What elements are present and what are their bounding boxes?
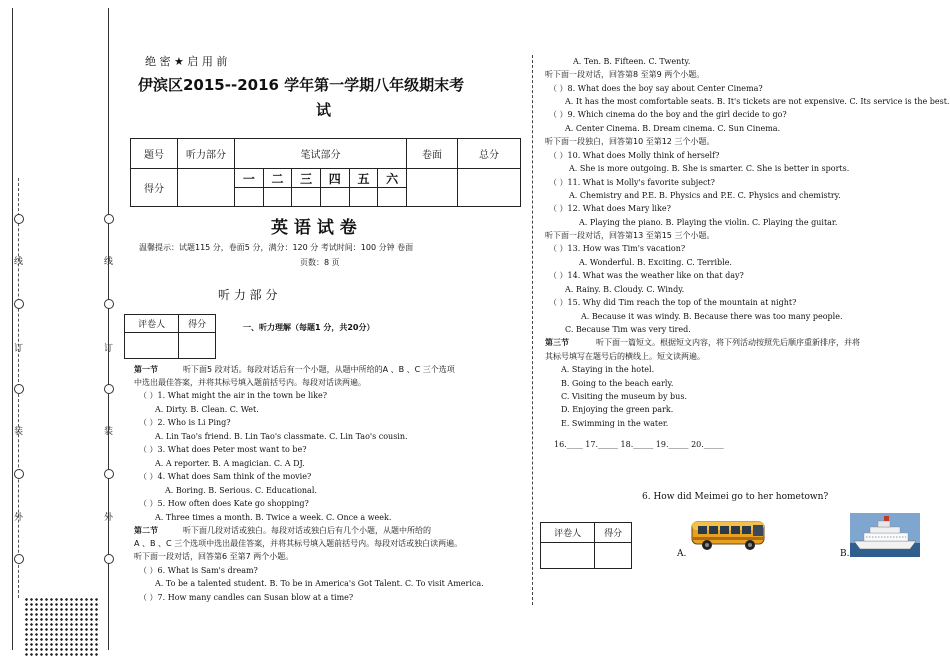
question-5-options: A. Three times a month. B. Twice a week. C. Once a week. [155,513,392,522]
score-header-total: 总分 [458,139,521,169]
score-cell-section-2[interactable] [263,188,292,207]
score-cell-section-3[interactable] [292,188,321,207]
lead-13-15: 听下面一段对话，回答第13 至第15 三个小题。 [545,231,715,240]
activity-c: C. Visiting the museum by bus. [561,392,687,401]
section-1: 一 [235,169,264,188]
activity-a: A. Staying in the hotel. [561,365,655,374]
score-cell-section-6[interactable] [378,188,407,207]
activity-e: E. Swimming in the water. [561,419,669,428]
score-header-number: 题号 [131,139,178,169]
question-6-options: A. To be a talented student. B. To be in America's Got Talent. C. To visit America. [155,579,484,588]
ship-picture [850,513,920,557]
exam-pages: 页数：8 页 [300,258,340,267]
option-a-label: A. [677,549,687,559]
question-1-options: A. Dirty. B. Clean. C. Wet. [155,405,259,414]
question-13-options: A. Wonderful. B. Exciting. C. Terrible. [579,258,732,267]
listening-section-heading: 一、听力理解（每题1 分，共20分） [243,323,375,332]
question-1: （ ）1. What might the air in the town be like? [139,391,327,400]
question-14: （ ）14. What was the weather like on that day? [549,271,744,280]
part3-instructions-2: 其标号填写在题号后的横线上。短文读两遍。 [545,352,705,361]
score-cell-section-5[interactable] [349,188,378,207]
part2-instructions-2: A 、B 、C 三个选项中选出最佳答案，并将其标号填入题前括号内。每段对话或独白读两遍。 [134,539,463,548]
question-7-options: A. Ten. B. Fifteen. C. Twenty. [573,57,691,66]
bus-picture [690,516,768,552]
binding-circle [14,384,24,394]
question-3: （ ）3. What does Peter most want to be? [139,445,307,454]
score-cell-total[interactable] [458,169,521,207]
score-row-label: 得分 [131,169,178,207]
question-15: （ ）15. Why did Tim reach the top of the mountain at night? [549,298,797,307]
grader-score-label: 得分 [179,315,216,333]
question-6-picture-prompt: 6. How did Meimei go to her hometown? [642,492,829,502]
section-3: 三 [292,169,321,188]
binding-char-order: 订 [12,343,22,352]
binding-circle [14,299,24,309]
question-14-options: A. Rainy. B. Cloudy. C. Windy. [565,285,685,294]
binding-circle [14,469,24,479]
part2-lead-6-7: 听下面一段对话，回答第6 至第7 两个小题。 [134,552,294,561]
part1-instructions-2: 中选出最佳答案，并将其标号填入题前括号内。每段对话读两遍。 [134,378,366,387]
binding-circle [104,554,114,564]
score-header-written: 笔试部分 [235,139,407,169]
part1-heading: 第一节 [134,365,158,374]
binding-circle [104,299,114,309]
part3-heading: 第三节 [545,338,569,347]
binding-char-order-inner: 订 [102,343,112,352]
binding-char-bind: 装 [12,426,22,435]
section-4: 四 [320,169,349,188]
score-header-listening: 听力部分 [178,139,235,169]
section-5: 五 [349,169,378,188]
binding-char-outer-inner: 外 [102,512,112,521]
question-2-options: A. Lin Tao's friend. B. Lin Tao's classmate. C. Lin Tao's cousin. [155,432,408,441]
question-4: （ ）4. What does Sam think of the movie? [139,472,312,481]
score-header-neatness: 卷面 [407,139,458,169]
question-8: （ ）8. What does the boy say about Center Cinema? [549,84,763,93]
question-11-options: A. Chemistry and P.E. B. Physics and P.E. C. Physics and chemistry. [569,191,841,200]
option-b-label: B. [840,549,850,559]
grader-table-left [124,314,216,359]
binding-char-line: 线 [12,256,22,265]
exam-note: 温馨提示：试题115 分，卷面5 分，满分：120 分 考试时间：100 分钟 卷面 [139,243,414,252]
question-9-options: A. Center Cinema. B. Dream cinema. C. Sun Cinema. [565,124,781,133]
lead-8-9: 听下面一段对话，回答第8 至第9 两个小题。 [545,70,705,79]
score-table [130,138,521,207]
grader-score-cell-right[interactable] [595,543,632,569]
part2-heading: 第二节 [134,526,158,535]
activity-b: B. Going to the beach early. [561,379,674,388]
question-10: （ ）10. What does Molly think of herself? [549,151,720,160]
grader-name-cell-right[interactable] [541,543,595,569]
question-12-options: A. Playing the piano. B. Playing the violin. C. Playing the guitar. [579,218,838,227]
question-2: （ ）2. Who is Li Ping? [139,418,231,427]
page-divider [532,55,533,605]
grader-score-label-right: 得分 [595,523,632,543]
grader-label: 评卷人 [125,315,179,333]
grader-score-cell[interactable] [179,333,216,359]
binding-char-line-inner: 线 [102,256,112,265]
binding-char-outer: 外 [12,512,22,521]
section-2: 二 [263,169,292,188]
binding-circle [104,469,114,479]
question-8-options: A. It has the most comfortable seats. B. It's tickets are not expensive. C. Its service is the best. [565,97,950,106]
part1-instructions-1: 听下面5 段对话。每段对话后有一个小题，从题中所给的A 、B 、C 三个选项 [183,365,455,374]
binding-line-outer [12,8,13,650]
question-9: （ ）9. Which cinema do the boy and the girl decide to go? [549,110,787,119]
grader-label-right: 评卷人 [541,523,595,543]
question-5: （ ）5. How often does Kate go shopping? [139,499,309,508]
part3-instructions-1: 听下面一篇短文。根据短文内容，将下列活动按照先后顺序重新排序，并将 [596,338,860,347]
binding-char-bind-inner: 装 [102,426,112,435]
exam-title-line2: 试 [316,101,332,119]
binding-circle [104,214,114,224]
listening-title: 听 力 部 分 [218,288,278,302]
grader-table-right [540,522,632,569]
activity-d: D. Enjoying the green park. [561,405,674,414]
question-4-options: A. Boring. B. Serious. C. Educational. [165,486,317,495]
question-10-options: A. She is more outgoing. B. She is smarter. C. She is better in sports. [569,164,850,173]
question-15-options-ab: A. Because it was windy. B. Because there was too many people. [581,312,843,321]
question-15-option-c: C. Because Tim was very tired. [565,325,691,334]
score-cell-section-4[interactable] [320,188,349,207]
question-6: （ ）6. What is Sam's dream? [139,566,258,575]
answer-blanks[interactable]: 16.____ 17._____ 18._____ 19._____ 20._____ [554,440,724,449]
question-3-options: A. A reporter. B. A magician. C. A DJ. [155,459,305,468]
binding-circle [104,384,114,394]
grader-name-cell[interactable] [125,333,179,359]
exam-title-line1: 伊滨区2015--2016 学年第一学期八年级期末考 [138,76,465,94]
question-7: （ ）7. How many candles can Susan blow at a time? [139,593,354,602]
secret-label: 绝 密 ★ 启 用 前 [145,55,228,68]
lead-10-12: 听下面一段独白，回答第10 至第12 三个小题。 [545,137,715,146]
question-13: （ ）13. How was Tim's vacation? [549,244,686,253]
question-11: （ ）11. What is Molly's favorite subject? [549,178,715,187]
score-cell-listening[interactable] [178,169,235,207]
binding-hatch-pattern [24,597,100,657]
question-12: （ ）12. What does Mary like? [549,204,671,213]
binding-circle [14,214,24,224]
english-exam-title: 英 语 试 卷 [271,218,357,238]
score-cell-section-1[interactable] [235,188,264,207]
binding-circle [14,554,24,564]
score-cell-neatness[interactable] [407,169,458,207]
part2-instructions-1: 听下面几段对话或独白。每段对话或独白后有几个小题，从题中所给的 [183,526,431,535]
section-6: 六 [378,169,407,188]
